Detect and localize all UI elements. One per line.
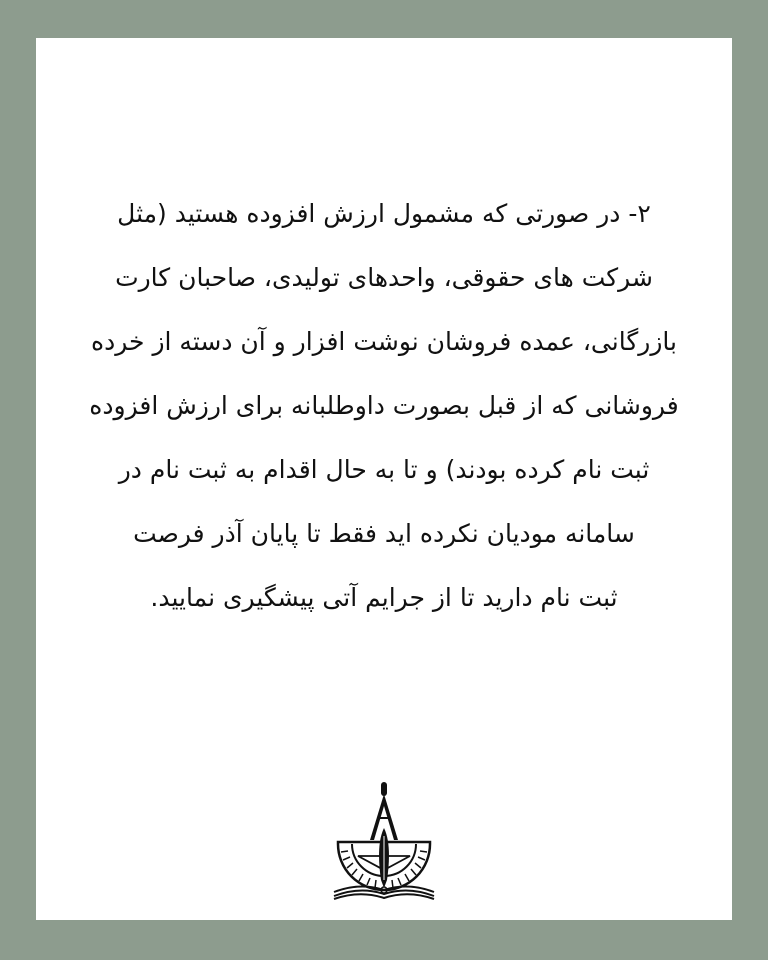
content-panel [36, 38, 732, 920]
notice-line: شرکت های حقوقی، واحدهای تولیدی، صاحبان کارت [115, 263, 653, 292]
notice-line: بازرگانی، عمده فروشان نوشت افزار و آن دسته از خرده [91, 327, 677, 356]
notice-line: سامانه مودیان نکرده اید فقط تا پایان آذر فرصت [133, 519, 635, 548]
notice-line: ۲- در صورتی که مشمول ارزش افزوده هستید (مثل [117, 199, 651, 228]
notice-line: ثبت نام دارید تا از جرایم آتی پیشگیری نمایید. [150, 583, 618, 612]
notice-line: ثبت نام کرده بودند) و تا به حال اقدام به ثبت نام در [118, 455, 650, 484]
notice-text [76, 188, 692, 636]
compass-protractor-logo-icon [330, 780, 438, 900]
notice-line: فروشانی که از قبل بصورت داوطلبانه برای ارزش افزوده [89, 391, 679, 420]
